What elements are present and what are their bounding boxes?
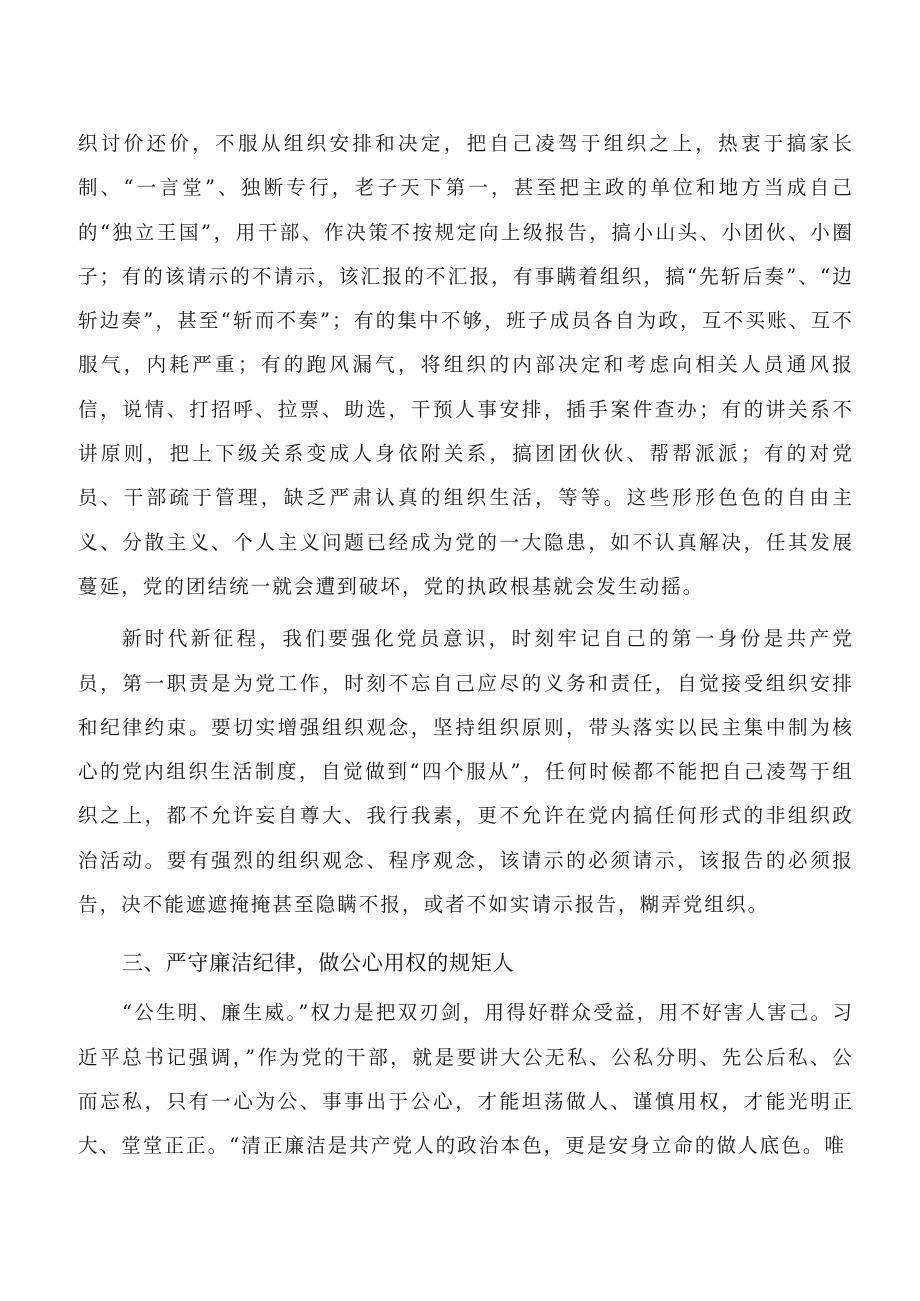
paragraph-party-awareness: 新时代新征程，我们要强化党员意识，时刻牢记自己的第一身份是共产党员，第一职责是为党工作，时刻不忘自己应尽的义务和责任，自觉接受组织安排和纪律约束。要切实增强组织观念，坚持组织原则，带头落实以民主集中制为核心的党内组织生活制度，自觉做到“四个服从”，任何时候都不能把自己凌驾于组织之上，都不允许妄自尊大、我行我素，更不允许在党内搞任何形式的非组织政治活动。要有强烈的组织观念、程序观念，该请示的必须请示，该报告的必须报告，决不能遮遮掩掩甚至隐瞒不报，或者不如实请示报告，糊弄党组织。 — [78, 627, 854, 917]
document-body — [78, 122, 854, 1169]
paragraph-integrity: “公生明、廉生威。”权力是把双刃剑，用得好群众受益，用不好害人害己。习近平总书记强调，”作为党的干部，就是要讲大公无私、公私分明、先公后私、公而忘私，只有一心为公、事事出于公心，才能坦荡做人、谨慎用权，才能光明正大、堂堂正正。“清正廉洁是共产党人的政治本色，更是安身立命的做人底色。唯 — [78, 1001, 854, 1158]
section-heading: 三、严守廉洁纪律，做公心用权的规矩人 — [122, 951, 515, 976]
paragraph-continued: 织讨价还价，不服从组织安排和决定，把自己凌驾于组织之上，热衷于搞家长制、“一言堂”、独断专行，老子天下第一，甚至把主政的单位和地方当成自己的“独立王国”，用干部、作决策不按规定向上级报告，搞小山头、小团伙、小圈子；有的该请示的不请示，该汇报的不汇报，有事瞒着组织，搞“先斩后奏”、“边斩边奏”，甚至“斩而不奏”；有的集中不够，班子成员各自为政，互不买账、互不服气，内耗严重；有的跑风漏气，将组织的内部决定和考虑向相关人员通风报信，说情、打招呼、拉票、助选，干预人事安排，插手案件查办；有的讲关系不讲原则，把上下级关系变成人身依附关系，搞团团伙伙、帮帮派派；有的对党员、干部疏于管理，缺乏严肃认真的组织生活，等等。这些形形色色的自由主义、分散主义、个人主义问题已经成为党的一大隐患，如不认真解决，任其发展蔓延，党的团结统一就会遭到破坏，党的执政根基就会发生动摇。 — [78, 132, 854, 598]
